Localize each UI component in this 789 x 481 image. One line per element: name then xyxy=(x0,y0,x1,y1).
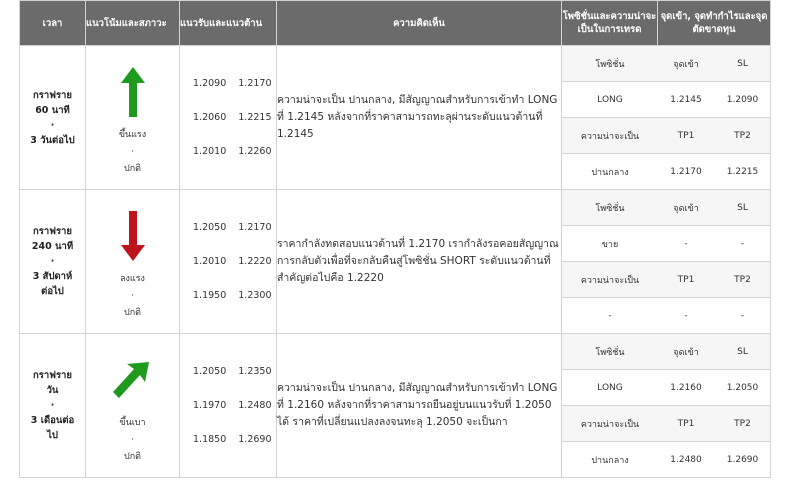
sr-pair xyxy=(180,423,276,457)
trend-separator: · xyxy=(131,147,134,157)
arrow-up-right-icon xyxy=(113,358,153,402)
trend-cell xyxy=(86,190,180,334)
resistance-level: 1.2480 xyxy=(238,399,272,411)
support-level: 1.1850 xyxy=(193,433,227,445)
opinion-cell: ความน่าจะเป็น ปานกลาง, มีสัญญาณสำหรับการเข้าทำ LONG ที่ 1.2160 หลังจากที่ราคาสามารถยืนอยู่บนแนวรับที่ 1.2050 ได้ ราคาที่เปลี่ยนแปลงลงจนทะลุ 1.2050 จะเป็นกา xyxy=(277,334,562,478)
position-value: LONG xyxy=(562,370,658,406)
probability-value: ปานกลาง xyxy=(562,154,658,190)
trend-condition: ปกติ xyxy=(123,164,141,174)
entry-label: จุดเข้า xyxy=(658,46,714,82)
trend-cell xyxy=(86,334,180,478)
support-level: 1.2010 xyxy=(193,145,227,157)
opinion-cell: ความน่าจะเป็น ปานกลาง, มีสัญญาณสำหรับการเข้าทำ LONG ที่ 1.2145 หลังจากที่ราคาสามารถทะลุผ่านระดับแนวต้านที่ 1.2145 xyxy=(277,46,562,190)
trend-strength: ขึ้นแรง xyxy=(118,130,147,140)
support-level: 1.1970 xyxy=(193,399,227,411)
sr-pair xyxy=(180,67,276,101)
timeframe-line: · xyxy=(50,256,55,267)
sl-value: 1.2050 xyxy=(714,370,771,406)
position-targets-cell xyxy=(562,46,771,190)
support-resistance-cell xyxy=(180,46,277,190)
sl-value: 1.2090 xyxy=(714,82,771,118)
arrow-down-icon xyxy=(121,211,145,261)
timeframe-line: ไป xyxy=(47,430,58,441)
timeframe-cell xyxy=(20,334,86,478)
position-label: โพซิชั่น xyxy=(562,46,658,82)
tp2-label: TP2 xyxy=(714,406,771,442)
support-level: 1.2010 xyxy=(193,255,227,267)
tp1-label: TP1 xyxy=(658,262,714,298)
trend-condition: ปกติ xyxy=(123,308,141,318)
header-row xyxy=(20,1,771,46)
support-level: 1.2090 xyxy=(193,77,227,89)
sr-pair xyxy=(180,135,276,169)
sr-pair xyxy=(180,279,276,313)
timeframe-line: 3 วันต่อไป xyxy=(30,134,75,146)
header-trend: แนวโน้มและสภาวะ xyxy=(86,1,180,46)
tp2-label: TP2 xyxy=(714,262,771,298)
resistance-level: 1.2170 xyxy=(238,221,272,233)
arrow-up-icon xyxy=(121,67,145,117)
position-value: ขาย xyxy=(562,226,658,262)
probability-label: ความน่าจะเป็น xyxy=(562,406,658,442)
position-targets-cell xyxy=(562,190,771,334)
timeframe-line: กราฟราย xyxy=(33,226,72,237)
entry-value: 1.2160 xyxy=(658,370,714,406)
sl-label: SL xyxy=(714,46,771,82)
position-label: โพซิชั่น xyxy=(562,190,658,226)
tp2-label: TP2 xyxy=(714,118,771,154)
support-resistance-cell xyxy=(180,334,277,478)
timeframe-line: ต่อไป xyxy=(41,286,64,297)
timeframe-line: 240 นาที xyxy=(31,241,74,252)
resistance-level: 1.2300 xyxy=(238,289,272,301)
probability-value: - xyxy=(562,298,658,334)
resistance-level: 1.2170 xyxy=(238,77,272,89)
sl-label: SL xyxy=(714,334,771,370)
resistance-level: 1.2220 xyxy=(238,255,272,267)
trend-condition: ปกติ xyxy=(123,452,141,462)
support-level: 1.1950 xyxy=(193,289,227,301)
probability-label: ความน่าจะเป็น xyxy=(562,262,658,298)
sr-pair xyxy=(180,389,276,423)
header-position: โพซิชั่นและความน่าจะเป็นในการเทรด xyxy=(562,1,658,46)
opinion-cell: ราคากำลังทดสอบแนวต้านที่ 1.2170 เรากำลังรอคอยสัญญาณการกลับตัวเพื่อที่จะกลับคืนสู่โพซิชั่น SHORT ระดับแนวต้านที่สำคัญต่อไปคือ 1.2220 xyxy=(277,190,562,334)
timeframe-line: 3 เดือนต่อ xyxy=(30,415,75,426)
tp2-value: - xyxy=(714,298,771,334)
timeframe-line: 3 สัปดาห์ xyxy=(32,271,73,282)
tp1-value: 1.2170 xyxy=(658,154,714,190)
support-level: 1.2050 xyxy=(193,221,227,233)
resistance-level: 1.2350 xyxy=(238,365,272,377)
trend-separator: · xyxy=(131,291,134,301)
entry-label: จุดเข้า xyxy=(658,190,714,226)
timeframe-cell xyxy=(20,190,86,334)
header-opinion: ความคิดเห็น xyxy=(277,1,562,46)
support-level: 1.2050 xyxy=(193,365,227,377)
trend-strength: ลงแรง xyxy=(120,274,145,284)
sl-label: SL xyxy=(714,190,771,226)
position-subtable xyxy=(562,334,771,477)
probability-value: ปานกลาง xyxy=(562,442,658,478)
resistance-level: 1.2690 xyxy=(238,433,272,445)
forecast-row xyxy=(20,190,771,334)
forecast-row xyxy=(20,334,771,478)
timeframe-line: กราฟราย xyxy=(33,370,72,381)
header-time: เวลา xyxy=(20,1,86,46)
timeframe-line: กราฟราย xyxy=(33,89,72,101)
position-label: โพซิชั่น xyxy=(562,334,658,370)
trend-separator: · xyxy=(131,435,134,445)
position-value: LONG xyxy=(562,82,658,118)
tp1-value: 1.2480 xyxy=(658,442,714,478)
trend-cell xyxy=(86,46,180,190)
entry-value: - xyxy=(658,226,714,262)
sr-pair xyxy=(180,101,276,135)
position-targets-cell xyxy=(562,334,771,478)
sl-value: - xyxy=(714,226,771,262)
timeframe-line: · xyxy=(50,400,55,411)
forecast-table xyxy=(19,0,771,478)
timeframe-cell xyxy=(20,46,86,190)
resistance-level: 1.2215 xyxy=(238,111,272,123)
timeframe-line: · xyxy=(50,119,55,131)
timeframe-line: 60 นาที xyxy=(35,104,70,116)
header-targets: จุดเข้า, จุดทำกำไรและจุดตัดขาดทุน xyxy=(658,1,771,46)
trend-strength: ขึ้นเบา xyxy=(119,418,146,428)
tp1-label: TP1 xyxy=(658,406,714,442)
sr-pair xyxy=(180,245,276,279)
tp1-label: TP1 xyxy=(658,118,714,154)
forecast-row xyxy=(20,46,771,190)
probability-label: ความน่าจะเป็น xyxy=(562,118,658,154)
resistance-level: 1.2260 xyxy=(238,145,272,157)
position-subtable xyxy=(562,190,771,333)
header-support-resistance: แนวรับและแนวต้าน xyxy=(180,1,277,46)
tp2-value: 1.2690 xyxy=(714,442,771,478)
support-resistance-cell xyxy=(180,190,277,334)
entry-value: 1.2145 xyxy=(658,82,714,118)
tp2-value: 1.2215 xyxy=(714,154,771,190)
sr-pair xyxy=(180,355,276,389)
entry-label: จุดเข้า xyxy=(658,334,714,370)
tp1-value: - xyxy=(658,298,714,334)
position-subtable xyxy=(562,46,771,189)
sr-pair xyxy=(180,211,276,245)
timeframe-line: วัน xyxy=(46,385,59,396)
support-level: 1.2060 xyxy=(193,111,227,123)
